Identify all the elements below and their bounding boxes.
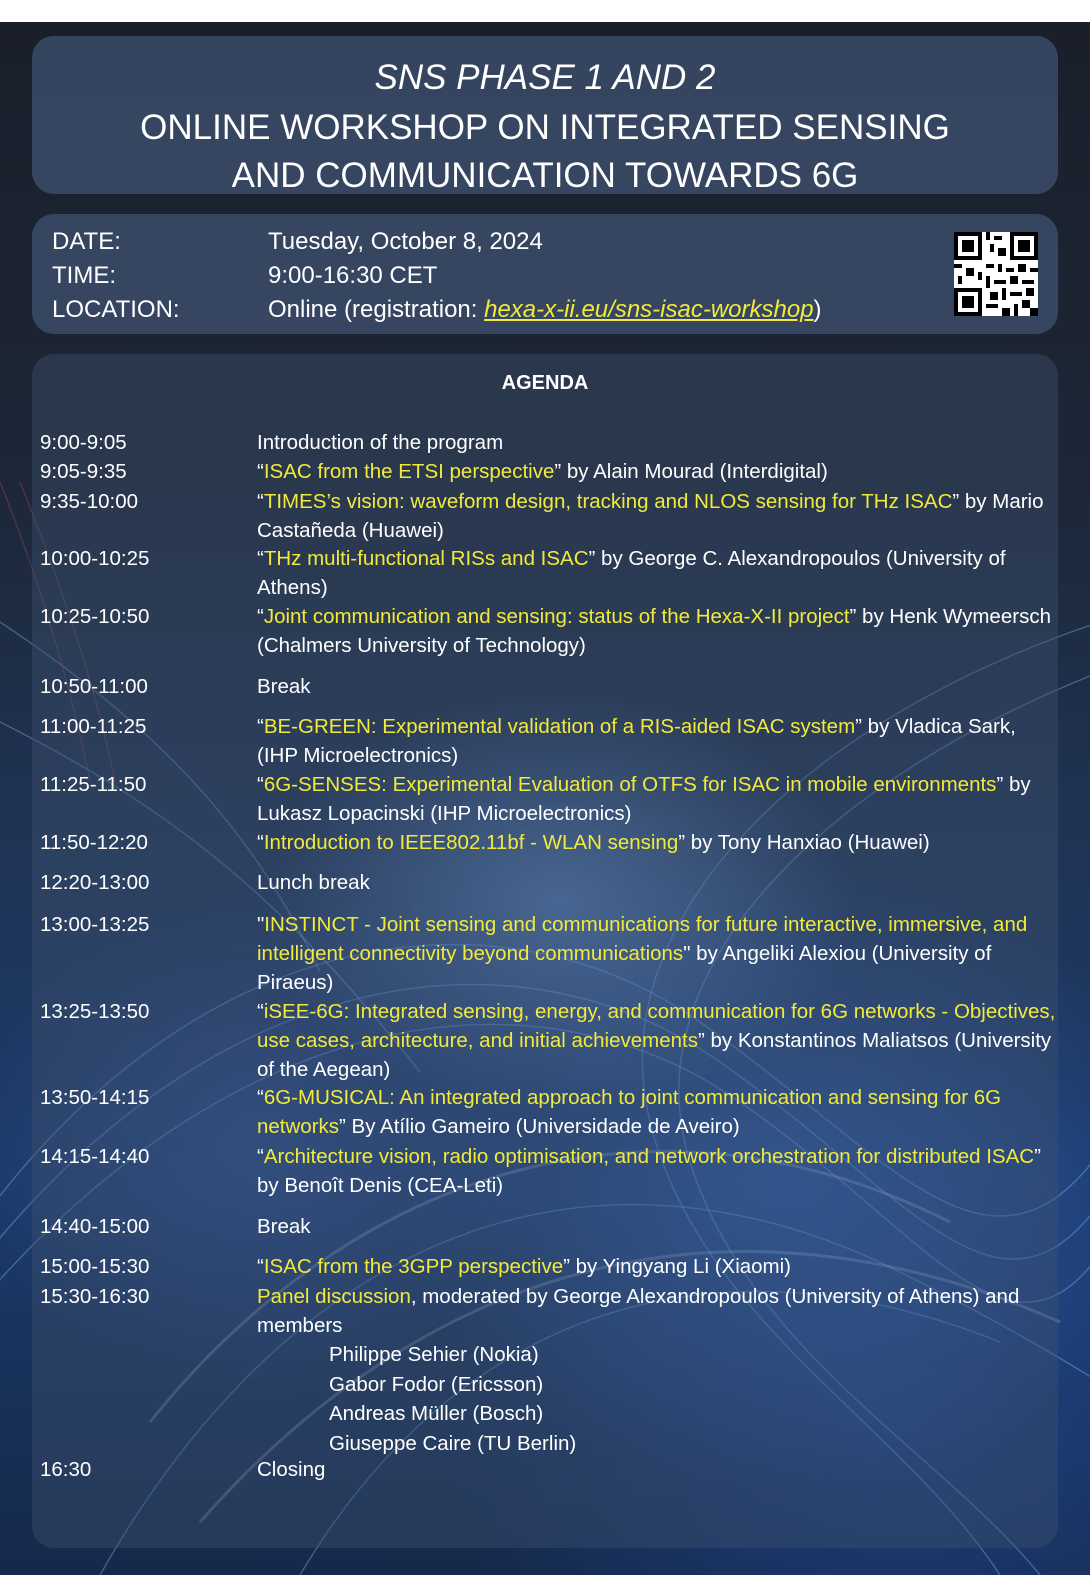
- agenda-item-close-quote: ”: [849, 605, 857, 628]
- agenda-item-time: 15:00-15:30: [40, 1255, 150, 1278]
- workshop-title-line-2: AND COMMUNICATION TOWARDS 6G: [231, 156, 859, 195]
- agenda-item-close-quote: ”: [563, 1255, 570, 1278]
- agenda-item-talk-title: Introduction to IEEE802.11bf - WLAN sensing: [263, 831, 679, 854]
- agenda-item-description: [257, 1455, 1057, 1484]
- agenda-item-speaker: by Angeliki Alexiou (University of Piraeus): [257, 942, 992, 994]
- agenda-item-time: 9:00-9:05: [40, 431, 127, 454]
- agenda-item-speaker: Break: [257, 1215, 311, 1238]
- agenda-item-close-quote: ”: [952, 490, 960, 513]
- agenda-item-close-quote: ”: [996, 773, 1004, 796]
- agenda-item-close-quote: ”: [554, 460, 562, 483]
- agenda-item-description: [257, 602, 1057, 660]
- agenda-item-description: [257, 487, 1057, 545]
- agenda-item-speaker: Lunch break: [257, 871, 370, 894]
- agenda-item-speaker: by Yingyang Li (Xiaomi): [569, 1255, 792, 1278]
- agenda-item-close-quote: ”: [678, 831, 686, 854]
- agenda-item-time: 13:25-13:50: [40, 1000, 150, 1023]
- qr-code-icon[interactable]: [954, 232, 1038, 316]
- agenda-item-speaker: By Atílio Gameiro (Universidade de Aveiro): [345, 1115, 740, 1138]
- agenda-item-time: 11:25-11:50: [40, 773, 147, 796]
- agenda-item-close-quote: ”: [588, 547, 596, 570]
- agenda-item-time: 15:30-16:30: [40, 1285, 150, 1308]
- agenda-item-talk-title: Architecture vision, radio optimisation, and network orchestration for distributed ISAC: [263, 1145, 1035, 1168]
- workshop-title-line-1: ONLINE WORKSHOP ON INTEGRATED SENSING: [140, 108, 950, 147]
- date-value: Tuesday, October 8, 2024: [268, 228, 543, 255]
- agenda-item-time: 10:50-11:00: [40, 675, 148, 698]
- time-label: TIME:: [52, 262, 116, 289]
- agenda-item-open-quote: “: [257, 1255, 264, 1278]
- agenda-item-description: [257, 428, 1057, 457]
- agenda-item-talk-title: Joint communication and sensing: status of the Hexa-X-II project: [263, 605, 850, 628]
- agenda-item-open-quote: “: [257, 490, 264, 513]
- agenda-item-description: [257, 544, 1057, 602]
- agenda-item-close-quote: ”: [855, 715, 862, 738]
- agenda-item-speaker: by Henk Wymeersch (Chalmers University of Technology): [257, 605, 1051, 657]
- location-suffix: ): [813, 296, 822, 323]
- agenda-item-talk-title: INSTINCT - Joint sensing and communications for future interactive, immersive, and intelligent connectivity beyond communications: [257, 913, 1028, 965]
- agenda-item-description: [257, 672, 1057, 701]
- agenda-item-speaker: by Benoît Denis (CEA-Leti): [257, 1174, 504, 1197]
- agenda-item-close-quote: ": [683, 942, 691, 965]
- panel-member: Giuseppe Caire (TU Berlin): [329, 1432, 577, 1455]
- agenda-item-time: 13:00-13:25: [40, 913, 150, 936]
- agenda-item-description: [257, 997, 1057, 1084]
- event-info-panel: [32, 214, 1058, 334]
- agenda-item-time: 10:00-10:25: [40, 547, 150, 570]
- agenda-item-description: [257, 770, 1057, 828]
- agenda-item-close-quote: ”: [1034, 1145, 1041, 1168]
- agenda-item-open-quote: “: [257, 1000, 264, 1023]
- agenda-item-description: [257, 1252, 1057, 1281]
- title-panel: [32, 36, 1058, 194]
- agenda-item-speaker: Closing: [257, 1458, 326, 1481]
- agenda-item-open-quote: “: [257, 605, 264, 628]
- agenda-item-time: 9:35-10:00: [40, 490, 139, 513]
- agenda-item-time: 11:50-12:20: [40, 831, 148, 854]
- agenda-item-speaker: , moderated by George Alexandropoulos (University of Athens) and members: [257, 1285, 1020, 1337]
- agenda-item-close-quote: ”: [339, 1115, 346, 1138]
- agenda-item-speaker: by Mario Castañeda (Huawei): [257, 490, 1044, 542]
- agenda-item-description: [257, 1282, 1057, 1340]
- agenda-item-talk-title: BE-GREEN: Experimental validation of a RIS-aided ISAC system: [263, 715, 856, 738]
- agenda-item-speaker: Break: [257, 675, 311, 698]
- time-value: 9:00-16:30 CET: [268, 262, 438, 289]
- agenda-item-description: [257, 1212, 1057, 1241]
- location-prefix: Online (registration:: [268, 296, 485, 323]
- agenda-item-description: [257, 712, 1057, 770]
- agenda-item-time: 13:50-14:15: [40, 1086, 150, 1109]
- event-series-title: SNS PHASE 1 AND 2: [374, 58, 716, 97]
- agenda-item-open-quote: “: [257, 831, 264, 854]
- agenda-item-description: [257, 910, 1057, 997]
- agenda-item-close-quote: ”: [697, 1029, 705, 1052]
- agenda-item-talk-title: THz multi-functional RISs and ISAC: [263, 547, 589, 570]
- agenda-item-speaker: Introduction of the program: [257, 431, 504, 454]
- agenda-item-description: [257, 828, 1057, 857]
- agenda-title: AGENDA: [501, 372, 589, 394]
- registration-link[interactable]: hexa-x-ii.eu/sns-isac-workshop: [484, 296, 814, 323]
- panel-member: Philippe Sehier (Nokia): [329, 1343, 539, 1366]
- agenda-item-description: [257, 457, 1057, 486]
- agenda-item-time: 14:40-15:00: [40, 1215, 150, 1238]
- agenda-item-speaker: by Lukasz Lopacinski (IHP Microelectronics): [257, 773, 1031, 825]
- agenda-item-open-quote: “: [257, 1086, 264, 1109]
- agenda-item-speaker: by Vladica Sark, (IHP Microelectronics): [257, 715, 1016, 767]
- agenda-item-description: [257, 868, 1057, 897]
- agenda-item-open-quote: “: [257, 773, 264, 796]
- panel-member: Andreas Müller (Bosch): [329, 1402, 544, 1425]
- agenda-item-time: 10:25-10:50: [40, 605, 150, 628]
- agenda-item-open-quote: “: [257, 547, 264, 570]
- agenda-item-talk-title: iSEE-6G: Integrated sensing, energy, and communication for 6G networks - Objectives, use cases, architecture, and initial achievements: [257, 1000, 1056, 1052]
- agenda-item-talk-title: 6G-SENSES: Experimental Evaluation of OTFS for ISAC in mobile environments: [263, 773, 997, 796]
- poster-background: [0, 22, 1090, 1575]
- date-label: DATE:: [52, 228, 121, 255]
- agenda-item-open-quote: “: [257, 715, 264, 738]
- agenda-item-time: 14:15-14:40: [40, 1145, 150, 1168]
- agenda-item-speaker: by Konstantinos Maliatsos (University of the Aegean): [257, 1029, 1052, 1081]
- agenda-item-speaker: by Tony Hanxiao (Huawei): [685, 831, 930, 854]
- location-value: [268, 296, 822, 324]
- agenda-item-talk-title: Panel discussion: [257, 1285, 411, 1308]
- agenda-item-speaker: by George C. Alexandropoulos (University of Athens): [257, 547, 1006, 599]
- agenda-item-talk-title: ISAC from the 3GPP perspective: [263, 1255, 564, 1278]
- agenda-item-open-quote: ": [257, 913, 265, 936]
- agenda-item-description: [257, 1142, 1057, 1200]
- agenda-item-description: [257, 1083, 1057, 1141]
- agenda-item-talk-title: 6G-MUSICAL: An integrated approach to joint communication and sensing for 6G networks: [257, 1086, 1002, 1138]
- agenda-item-talk-title: ISAC from the ETSI perspective: [263, 460, 555, 483]
- agenda-item-speaker: by Alain Mourad (Interdigital): [561, 460, 828, 483]
- agenda-item-open-quote: “: [257, 1145, 264, 1168]
- location-label: LOCATION:: [52, 296, 180, 323]
- agenda-item-time: 12:20-13:00: [40, 871, 150, 894]
- agenda-item-open-quote: “: [257, 460, 264, 483]
- agenda-item-time: 9:05-9:35: [40, 460, 127, 483]
- agenda-item-time: 16:30: [40, 1458, 92, 1481]
- agenda-item-talk-title: TIMES’s vision: waveform design, tracking and NLOS sensing for THz ISAC: [263, 490, 953, 513]
- agenda-item-time: 11:00-11:25: [40, 715, 147, 738]
- panel-member: Gabor Fodor (Ericsson): [329, 1373, 544, 1396]
